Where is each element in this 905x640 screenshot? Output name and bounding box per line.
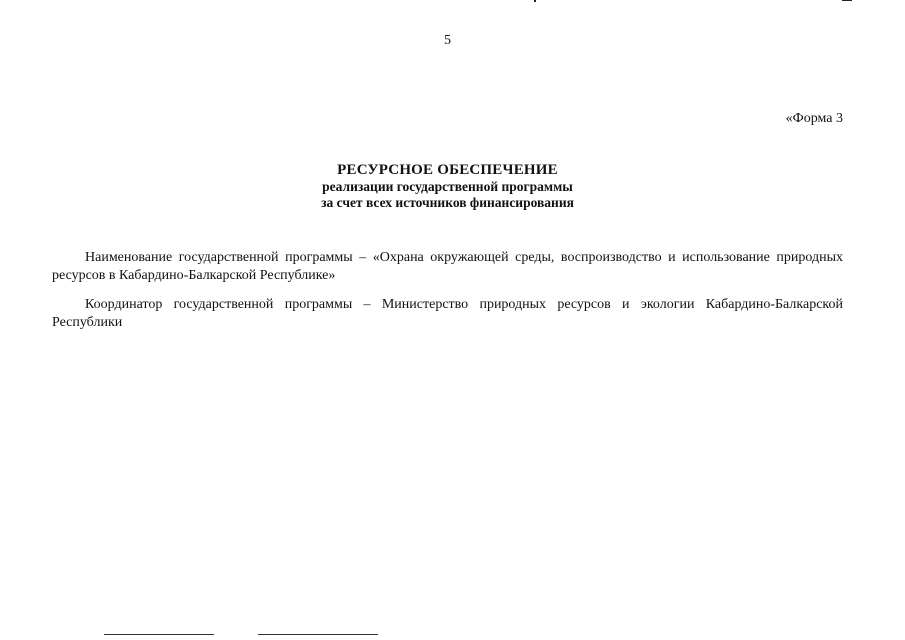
- document-title: [0, 162, 895, 211]
- scan-mark: [842, 0, 852, 1]
- footer-rule: [104, 634, 214, 635]
- scan-mark: [534, 0, 536, 2]
- coordinator-paragraph: Координатор государственной программы – Министерство природных ресурсов и экологии Кабардино-Балкарской Республики: [52, 297, 843, 330]
- form-label: «Форма 3: [785, 111, 843, 126]
- title-subheading: за счет всех источников финансирования: [321, 195, 574, 210]
- footer-rule: [258, 634, 378, 635]
- title-heading: РЕСУРСНОЕ ОБЕСПЕЧЕНИЕ: [337, 162, 558, 178]
- title-subheading: реализации государственной программы: [322, 179, 573, 194]
- program-name-paragraph: Наименование государственной программы – «Охрана окружающей среды, воспроизводство и использование природных ресурсов в Кабардино-Балкарской Республике»: [52, 250, 843, 283]
- page-number: 5: [444, 33, 451, 48]
